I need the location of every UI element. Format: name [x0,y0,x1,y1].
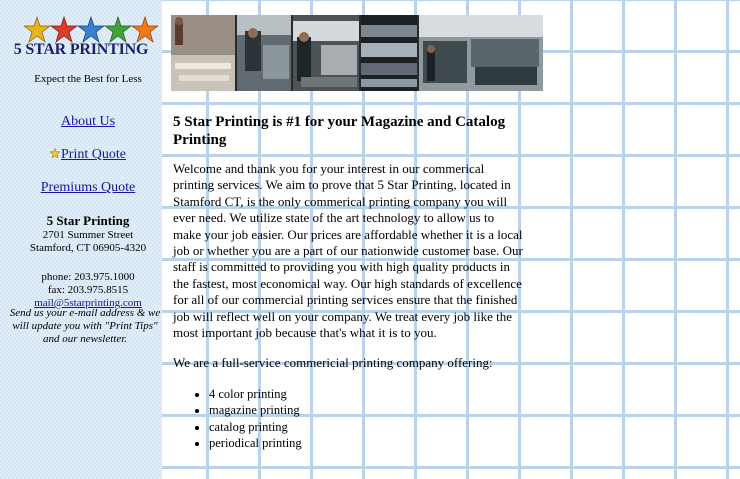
star-icon [24,17,50,42]
nav-print-quote[interactable] [0,147,176,163]
photo-printing-floor [419,15,543,91]
list-item: • catalog printing [209,419,525,435]
logo-text: 5 STAR PRINTING [13,41,149,58]
list-item: • periodical printing [209,435,525,451]
photo-ink-rollers [361,15,417,91]
company-name: 5 Star Printing [46,213,130,228]
photo-control-console [293,15,359,91]
star-icon [51,17,77,42]
nav-about-us[interactable] [0,114,176,130]
tagline: Expect the Best for Less [34,73,142,85]
photo-pressroom [171,15,235,91]
offering-paragraph: We are a full-service commericial printing company offering: [173,355,493,371]
logo-stars [24,16,158,44]
page-title: 5 Star Printing is #1 for your Magazine and Catalog Printing [173,114,506,148]
city-address: Stamford, CT 06905-4320 [29,242,147,254]
services-list [173,386,525,452]
phone-number: phone: 203.975.1000 [41,271,135,283]
spacer [0,255,176,271]
fax-number: fax: 203.975.8515 [47,284,129,296]
star-icon [105,17,131,42]
list-item: • magazine printing [209,402,525,418]
star-icon [132,17,158,42]
intro-paragraph: Welcome and thank you for your interest in our commerical printing services. We aim to prove that 5 Star Printing, located in Stamford CT, is the only commerical printing company you will ever need. We utilize state of the art technology to allow us to make your job easier. Our prices are affordable whether it is a local job or whether you are a part of our nationwide customer base. Our staff is committed to providing you with high quality products in the fastest, most economical way. Our high standards of excellence for all of our commercial printing services ensure that the finished job will reflect well on your company. We treat every job like the most important job because that's what it is to you. [173,161,523,341]
star-icon [78,17,104,42]
nav-premiums-quote-label: Premiums Quote [40,180,136,195]
photo-press-operator [237,15,291,91]
email-link[interactable]: mail@5starprinting.com [34,297,142,309]
sidebar [0,0,162,479]
newsletter-note: Send us your e-mail address & we will update you with "Print Tips" and our newsletter. [9,307,161,345]
contact-block [0,213,176,310]
list-item: • 4 color printing [209,386,525,402]
street-address: 2701 Summer Street [42,229,134,241]
star-icon [50,148,60,158]
nav-print-quote-label: Print Quote [61,147,126,162]
main-content [173,113,525,452]
nav-premiums-quote[interactable] [0,180,176,196]
nav-about-us-label: About Us [60,114,116,129]
banner-photos [171,15,543,91]
